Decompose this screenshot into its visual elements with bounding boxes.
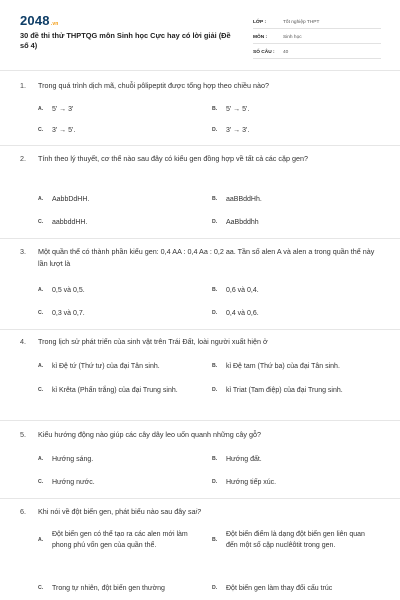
question-5 <box>20 429 380 441</box>
divider <box>0 420 400 421</box>
option-letter: A. <box>38 456 44 462</box>
option-text: 0,6 và 0,4. <box>226 287 259 294</box>
question-text: Kiểu hướng động nào giúp các cây dây leo uốn quanh những cây gỗ? <box>38 430 261 439</box>
option-b[interactable] <box>212 454 376 465</box>
meta-label: LỚP : <box>253 20 267 25</box>
option-text: aaBBddHh. <box>226 196 262 203</box>
option-text: 5' → 3' <box>52 106 74 113</box>
option-letter: C. <box>38 310 44 316</box>
question-text: Trong lịch sử phát triển của sinh vật trên Trái Đất, loài người xuất hiện ở <box>38 337 268 346</box>
divider <box>0 238 400 239</box>
meta-value: Sinh học <box>283 35 302 40</box>
option-text: AaBbddhh <box>226 219 259 226</box>
option-letter: B. <box>212 106 218 112</box>
option-letter: A. <box>38 536 44 543</box>
option-text: aabbddHH. <box>52 219 88 226</box>
site-logo[interactable] <box>20 13 59 28</box>
option-letter: B. <box>212 287 218 293</box>
option-text: Hướng nước. <box>52 479 95 486</box>
option-letter: D. <box>212 387 218 393</box>
meta-row-subject <box>253 29 381 44</box>
option-c[interactable] <box>38 125 202 136</box>
question-number: 2. <box>20 154 26 163</box>
question-number: 3. <box>20 247 26 256</box>
meta-value: 40 <box>283 50 289 55</box>
option-d[interactable] <box>212 308 376 319</box>
option-letter: A. <box>38 363 44 369</box>
option-text: 3' → 3'. <box>226 127 250 134</box>
meta-row-question-count <box>253 44 381 59</box>
option-letter: D. <box>212 219 218 225</box>
option-d[interactable] <box>212 125 376 136</box>
option-text: kỉ Triat (Tam điệp) của đại Trung sinh. <box>226 387 343 394</box>
option-text: Hướng đất. <box>226 456 262 463</box>
option-a[interactable] <box>38 454 202 465</box>
option-text: Trong tự nhiên, đột biến gen thường <box>52 585 165 592</box>
option-letter: D. <box>212 310 218 316</box>
question-text: Trong quá trình dịch mã, chuỗi pôlipeptit được tổng hợp theo chiều nào? <box>38 81 269 90</box>
option-d[interactable] <box>212 217 376 228</box>
meta-label: MÔN : <box>253 35 268 40</box>
option-text: Đột biến điểm là dạng đột biến gen liên quan đến một số cặp nuclêôtit trong gen. <box>226 531 365 549</box>
option-letter: A. <box>38 106 44 112</box>
question-number: 1. <box>20 81 26 90</box>
option-letter: B. <box>212 536 218 543</box>
divider <box>0 498 400 499</box>
option-b[interactable] <box>212 194 376 205</box>
question-number: 4. <box>20 337 26 346</box>
option-letter: B. <box>212 456 218 462</box>
option-letter: C. <box>38 387 44 393</box>
option-c[interactable] <box>38 385 202 396</box>
document-title: 30 đề thi thử THPTQG môn Sinh học Cực hay có lời giải (Đề số 4) <box>20 31 231 50</box>
option-letter: D. <box>212 479 218 485</box>
option-letter: C. <box>38 219 44 225</box>
option-text: 0,5 và 0,5. <box>52 287 85 294</box>
option-text: Hướng tiếp xúc. <box>226 479 277 486</box>
question-4 <box>20 336 380 348</box>
question-text: Một quần thể có thành phần kiểu gen: 0,4 AA : 0,4 Aa : 0,2 aa. Tần số alen A và alen a trong quần thể này lần lượt là <box>38 247 375 268</box>
option-letter: A. <box>38 287 44 293</box>
option-letter: A. <box>38 196 44 202</box>
option-a[interactable] <box>38 529 202 551</box>
option-d[interactable] <box>212 583 376 594</box>
option-text: Hướng sáng. <box>52 456 94 463</box>
option-text: 0,4 và 0,6. <box>226 310 259 317</box>
option-letter: C. <box>38 479 44 485</box>
option-a[interactable] <box>38 361 202 372</box>
question-text: Tính theo lý thuyết, cơ thể nào sau đây có kiểu gen đồng hợp về tất cả các cặp gen? <box>38 154 308 163</box>
option-text: 3' → 5'. <box>52 127 76 134</box>
divider <box>0 329 400 330</box>
option-text: Đột biến gen làm thay đổi cấu trúc <box>226 585 333 592</box>
question-3 <box>20 246 380 269</box>
question-number: 5. <box>20 430 26 439</box>
option-letter: B. <box>212 363 218 369</box>
option-a[interactable] <box>38 104 202 115</box>
option-d[interactable] <box>212 385 376 396</box>
option-d[interactable] <box>212 477 376 488</box>
divider <box>0 70 400 71</box>
option-b[interactable] <box>212 104 376 115</box>
option-b[interactable] <box>212 285 376 296</box>
logo-suffix-text: .vn <box>50 21 59 27</box>
option-a[interactable] <box>38 285 202 296</box>
question-1 <box>20 80 380 92</box>
option-letter: D. <box>212 127 218 133</box>
option-b[interactable] <box>212 529 376 551</box>
option-b[interactable] <box>212 361 376 372</box>
question-2 <box>20 153 380 165</box>
logo-main-text: 2048 <box>20 13 50 28</box>
option-c[interactable] <box>38 477 202 488</box>
option-c[interactable] <box>38 308 202 319</box>
option-text: kỉ Krêta (Phấn trắng) của đại Trung sinh. <box>52 387 178 394</box>
option-text: 5' → 5'. <box>226 106 250 113</box>
meta-row-grade <box>253 14 381 29</box>
option-c[interactable] <box>38 217 202 228</box>
document-meta <box>253 14 381 59</box>
meta-label: SỐ CÂU : <box>253 50 275 55</box>
option-letter: D. <box>212 585 218 591</box>
option-letter: B. <box>212 196 218 202</box>
option-text: AabbDdHH. <box>52 196 90 203</box>
option-text: kỉ Đệ tam (Thứ ba) của đại Tân sinh. <box>226 363 340 370</box>
option-text: Đột biến gen có thể tạo ra các alen mới làm phong phú vốn gen của quần thể. <box>52 531 188 549</box>
question-number: 6. <box>20 507 26 516</box>
option-text: kỉ Đệ tứ (Thứ tư) của đại Tân sinh. <box>52 363 160 370</box>
option-text: 0,3 và 0,7. <box>52 310 85 317</box>
question-text <box>38 506 380 518</box>
option-c[interactable] <box>38 583 202 594</box>
option-letter: C. <box>38 585 44 591</box>
question-text-plain: Khi nói về đột biến gen, phát biểu nào sau đây <box>38 507 188 516</box>
divider <box>0 145 400 146</box>
option-a[interactable] <box>38 194 202 205</box>
option-letter: C. <box>38 127 44 133</box>
question-6 <box>20 506 380 518</box>
meta-value: Tốt nghiệp THPT <box>283 20 320 25</box>
question-text-emphasis: sai? <box>187 507 202 516</box>
